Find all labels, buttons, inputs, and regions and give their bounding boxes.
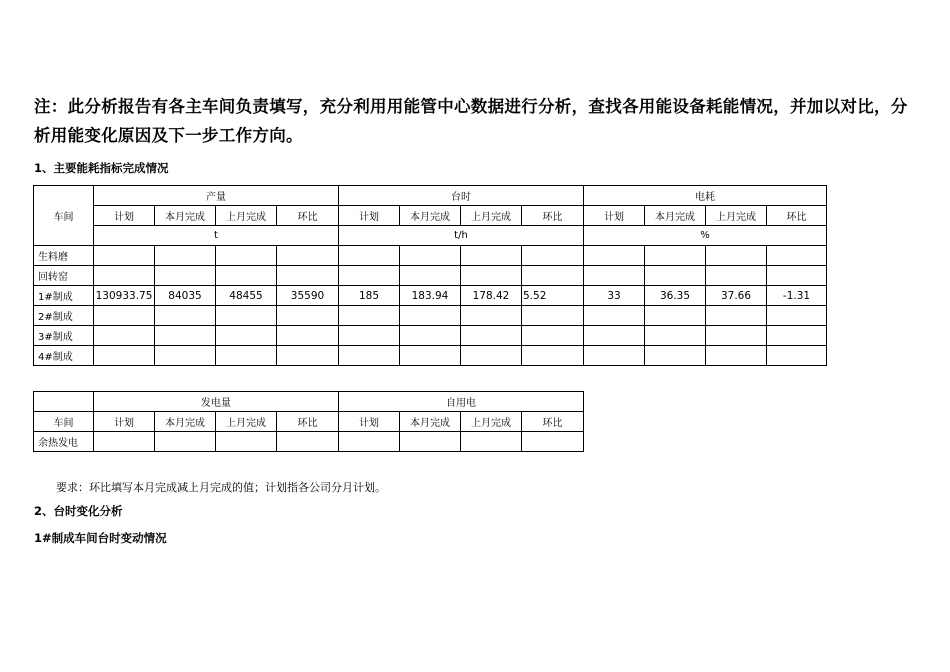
- sub-header: 本月完成: [400, 412, 461, 432]
- table-cell: [155, 246, 216, 266]
- sub-header: 上月完成: [216, 412, 277, 432]
- table-cell: [522, 432, 584, 452]
- unit-label: t: [94, 226, 339, 246]
- sub-header: 环比: [522, 206, 584, 226]
- sub-header: 本月完成: [155, 206, 216, 226]
- table-cell: [706, 246, 767, 266]
- table-cell: [461, 432, 522, 452]
- table-cell: 178.42: [461, 286, 522, 306]
- table-cell: [216, 346, 277, 366]
- table-cell: [767, 346, 827, 366]
- table-cell: [216, 306, 277, 326]
- power-generation-table: [33, 391, 584, 452]
- note-paragraph: 注：此分析报告有各主车间负责填写，充分利用用能管中心数据进行分析，查找各用能设备耗能情况，并加以对比，分析用能变化原因及下一步工作方向。: [34, 97, 908, 145]
- table-cell: [155, 326, 216, 346]
- table-cell: [522, 306, 584, 326]
- table-cell: [277, 306, 339, 326]
- table-cell: [400, 326, 461, 346]
- group-header: 台时: [339, 186, 584, 206]
- sub-header: 本月完成: [155, 412, 216, 432]
- table-cell: [584, 306, 645, 326]
- table-cell: [767, 306, 827, 326]
- table-cell: [339, 306, 400, 326]
- table-cell: [645, 266, 706, 286]
- table-cell: [400, 346, 461, 366]
- table-cell: [155, 346, 216, 366]
- table-cell: [706, 266, 767, 286]
- table-cell: [522, 346, 584, 366]
- table-cell: [400, 306, 461, 326]
- table-cell: [94, 326, 155, 346]
- sub-header: 环比: [767, 206, 827, 226]
- table-cell: 35590: [277, 286, 339, 306]
- section2-subtitle: 1#制成车间台时变动情况: [34, 531, 167, 545]
- table-row: [34, 286, 827, 306]
- table-row: [34, 246, 827, 266]
- unit-label: %: [584, 226, 827, 246]
- row-header: 车间: [34, 186, 94, 246]
- table-cell: [339, 346, 400, 366]
- section2-title: 2、台时变化分析: [34, 504, 123, 518]
- table-cell: [94, 266, 155, 286]
- sub-header: 上月完成: [461, 206, 522, 226]
- table-cell: 84035: [155, 286, 216, 306]
- table-cell: -1.31: [767, 286, 827, 306]
- sub-header: 上月完成: [706, 206, 767, 226]
- sub-header: 计划: [94, 206, 155, 226]
- group-header: 电耗: [584, 186, 827, 206]
- table-cell: [461, 246, 522, 266]
- table-cell: [277, 266, 339, 286]
- table-cell: 130933.75: [94, 286, 155, 306]
- unit-label: t/h: [339, 226, 584, 246]
- table-cell: [522, 246, 584, 266]
- table-cell: [461, 346, 522, 366]
- table-cell: [155, 306, 216, 326]
- workshop-name: 3#制成: [34, 326, 94, 346]
- table-cell: [584, 266, 645, 286]
- sub-header: 本月完成: [400, 206, 461, 226]
- table-cell: [706, 326, 767, 346]
- table-row: [34, 326, 827, 346]
- table-cell: [400, 246, 461, 266]
- table-cell: [216, 266, 277, 286]
- sub-header: 环比: [522, 412, 584, 432]
- table-cell: [277, 432, 339, 452]
- table-cell: [339, 266, 400, 286]
- table-cell: [339, 432, 400, 452]
- table-cell: 36.35: [645, 286, 706, 306]
- table-cell: [216, 246, 277, 266]
- table-row: [34, 346, 827, 366]
- sub-header: 计划: [339, 206, 400, 226]
- table-cell: [706, 346, 767, 366]
- table-cell: [767, 246, 827, 266]
- group-header: 自用电: [339, 392, 584, 412]
- table-cell: 183.94: [400, 286, 461, 306]
- workshop-name: 生料磨: [34, 246, 94, 266]
- table-cell: [94, 246, 155, 266]
- table-row: [34, 266, 827, 286]
- table-row: [34, 306, 827, 326]
- sub-header: 上月完成: [216, 206, 277, 226]
- group-header: 产量: [94, 186, 339, 206]
- group-header: 发电量: [94, 392, 339, 412]
- table-cell: [706, 306, 767, 326]
- table-row: [34, 432, 584, 452]
- table-cell: [277, 346, 339, 366]
- table-cell: [277, 246, 339, 266]
- requirement-note: 要求：环比填写本月完成减上月完成的值；计划指各公司分月计划。: [56, 481, 386, 494]
- sub-header: 本月完成: [645, 206, 706, 226]
- table-cell: [645, 306, 706, 326]
- table-cell: [339, 246, 400, 266]
- table-cell: [522, 266, 584, 286]
- table-cell: [94, 306, 155, 326]
- sub-header: 计划: [94, 412, 155, 432]
- workshop-name: 4#制成: [34, 346, 94, 366]
- workshop-name: 2#制成: [34, 306, 94, 326]
- table-cell: [645, 346, 706, 366]
- sub-header: 上月完成: [461, 412, 522, 432]
- table-cell: [277, 326, 339, 346]
- table-cell: 185: [339, 286, 400, 306]
- table-cell: [155, 432, 216, 452]
- table-cell: [645, 326, 706, 346]
- table-cell: [584, 346, 645, 366]
- table-cell: [216, 432, 277, 452]
- table-cell: 5.52: [522, 286, 584, 306]
- table-cell: [461, 266, 522, 286]
- table-cell: [400, 432, 461, 452]
- table-cell: [584, 326, 645, 346]
- table-cell: [461, 306, 522, 326]
- row-header: 车间: [34, 412, 94, 432]
- table-cell: [216, 326, 277, 346]
- table-cell: [584, 246, 645, 266]
- table-cell: [94, 432, 155, 452]
- row-header-blank: [34, 392, 94, 412]
- section1-title: 1、主要能耗指标完成情况: [34, 161, 169, 175]
- sub-header: 环比: [277, 206, 339, 226]
- table-cell: 48455: [216, 286, 277, 306]
- table-cell: 37.66: [706, 286, 767, 306]
- table-cell: [155, 266, 216, 286]
- sub-header: 计划: [339, 412, 400, 432]
- sub-header: 环比: [277, 412, 339, 432]
- workshop-name: 余热发电: [34, 432, 94, 452]
- sub-header: 计划: [584, 206, 645, 226]
- table-cell: [339, 326, 400, 346]
- workshop-name: 回转窑: [34, 266, 94, 286]
- table-cell: [767, 326, 827, 346]
- table-cell: [461, 326, 522, 346]
- table-cell: [94, 346, 155, 366]
- table-cell: [522, 326, 584, 346]
- table-cell: 33: [584, 286, 645, 306]
- table-cell: [767, 266, 827, 286]
- table-cell: [645, 246, 706, 266]
- energy-indicator-table: [33, 185, 827, 366]
- workshop-name: 1#制成: [34, 286, 94, 306]
- table-cell: [400, 266, 461, 286]
